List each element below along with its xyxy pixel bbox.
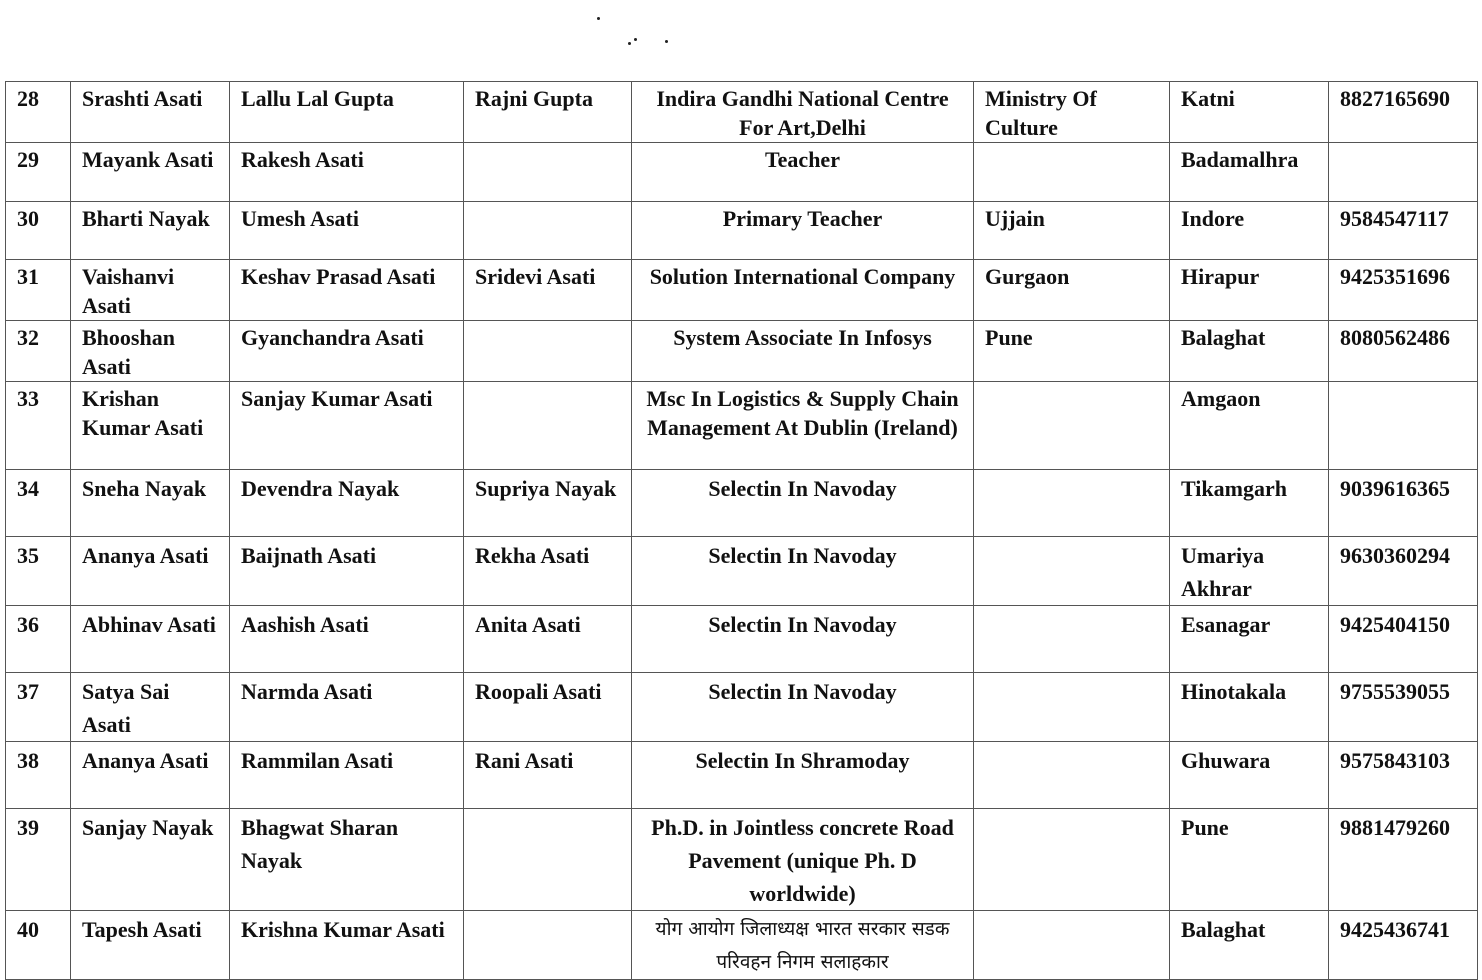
serial-number-cell: 30	[6, 202, 71, 260]
city-cell: Balaghat	[1170, 911, 1329, 980]
work-place-cell	[974, 606, 1170, 673]
mother-name-cell: Rani Asati	[464, 742, 632, 809]
name-cell: Ananya Asati	[71, 742, 230, 809]
mobile-cell: 9425351696	[1329, 260, 1478, 321]
achievement-cell: Primary Teacher	[632, 202, 974, 260]
city-cell: Ghuwara	[1170, 742, 1329, 809]
member-achievements-table	[5, 81, 1478, 980]
work-place-cell	[974, 809, 1170, 911]
achievement-cell: योग आयोग जिलाध्यक्ष भारत सरकार सडक परिवहन निगम सलाहकार	[632, 911, 974, 980]
father-name-cell: Sanjay Kumar Asati	[230, 382, 464, 470]
serial-number-cell: 35	[6, 537, 71, 606]
father-name-cell: Gyanchandra Asati	[230, 321, 464, 382]
city-cell: Pune	[1170, 809, 1329, 911]
achievement-cell: Selectin In Navoday	[632, 537, 974, 606]
work-place-cell	[974, 537, 1170, 606]
work-place-cell: Pune	[974, 321, 1170, 382]
mobile-cell: 9425404150	[1329, 606, 1478, 673]
name-cell: Abhinav Asati	[71, 606, 230, 673]
serial-number-cell: 31	[6, 260, 71, 321]
table-row	[6, 382, 1478, 470]
father-name-cell: Baijnath Asati	[230, 537, 464, 606]
name-cell: Sneha Nayak	[71, 470, 230, 537]
name-cell: Bharti Nayak	[71, 202, 230, 260]
mobile-cell	[1329, 143, 1478, 202]
serial-number-cell: 36	[6, 606, 71, 673]
work-place-cell	[974, 673, 1170, 742]
work-place-cell: Ujjain	[974, 202, 1170, 260]
name-cell: Tapesh Asati	[71, 911, 230, 980]
father-name-cell: Devendra Nayak	[230, 470, 464, 537]
serial-number-cell: 32	[6, 321, 71, 382]
table-row	[6, 537, 1478, 606]
achievement-cell: Teacher	[632, 143, 974, 202]
table-row	[6, 143, 1478, 202]
mother-name-cell	[464, 382, 632, 470]
table-row	[6, 742, 1478, 809]
serial-number-cell: 33	[6, 382, 71, 470]
mother-name-cell: Sridevi Asati	[464, 260, 632, 321]
city-cell: Indore	[1170, 202, 1329, 260]
work-place-cell: Gurgaon	[974, 260, 1170, 321]
mother-name-cell: Supriya Nayak	[464, 470, 632, 537]
father-name-cell: Aashish Asati	[230, 606, 464, 673]
mother-name-cell	[464, 809, 632, 911]
mother-name-cell: Rajni Gupta	[464, 82, 632, 143]
achievement-cell: Indira Gandhi National Centre For Art,Delhi	[632, 82, 974, 143]
scan-speck	[628, 42, 631, 45]
name-cell: Ananya Asati	[71, 537, 230, 606]
table-row	[6, 260, 1478, 321]
work-place-cell	[974, 742, 1170, 809]
city-cell: Esanagar	[1170, 606, 1329, 673]
work-place-cell	[974, 382, 1170, 470]
achievement-cell: Selectin In Navoday	[632, 673, 974, 742]
mobile-cell: 9630360294	[1329, 537, 1478, 606]
name-cell: Krishan Kumar Asati	[71, 382, 230, 470]
scan-speck	[597, 17, 600, 20]
achievement-cell: Ph.D. in Jointless concrete Road Pavement (unique Ph. D worldwide)	[632, 809, 974, 911]
mother-name-cell	[464, 911, 632, 980]
city-cell: Hinotakala	[1170, 673, 1329, 742]
work-place-cell	[974, 470, 1170, 537]
scan-speck	[665, 40, 668, 43]
mother-name-cell: Rekha Asati	[464, 537, 632, 606]
mobile-cell	[1329, 382, 1478, 470]
work-place-cell	[974, 143, 1170, 202]
work-place-cell	[974, 911, 1170, 980]
father-name-cell: Bhagwat Sharan Nayak	[230, 809, 464, 911]
serial-number-cell: 39	[6, 809, 71, 911]
mother-name-cell: Anita Asati	[464, 606, 632, 673]
table-row	[6, 470, 1478, 537]
serial-number-cell: 29	[6, 143, 71, 202]
city-cell: Balaghat	[1170, 321, 1329, 382]
table-row	[6, 202, 1478, 260]
work-place-cell: Ministry Of Culture	[974, 82, 1170, 143]
achievement-cell: Selectin In Shramoday	[632, 742, 974, 809]
table-row	[6, 82, 1478, 143]
name-cell: Mayank Asati	[71, 143, 230, 202]
mobile-cell: 9039616365	[1329, 470, 1478, 537]
mother-name-cell	[464, 321, 632, 382]
city-cell: Umariya Akhrar	[1170, 537, 1329, 606]
table-row	[6, 321, 1478, 382]
father-name-cell: Narmda Asati	[230, 673, 464, 742]
achievement-cell: Selectin In Navoday	[632, 606, 974, 673]
mobile-cell: 8080562486	[1329, 321, 1478, 382]
mother-name-cell	[464, 143, 632, 202]
father-name-cell: Lallu Lal Gupta	[230, 82, 464, 143]
father-name-cell: Keshav Prasad Asati	[230, 260, 464, 321]
serial-number-cell: 37	[6, 673, 71, 742]
name-cell: Vaishanvi Asati	[71, 260, 230, 321]
serial-number-cell: 28	[6, 82, 71, 143]
table-row	[6, 673, 1478, 742]
table-row	[6, 606, 1478, 673]
table-row	[6, 911, 1478, 980]
serial-number-cell: 40	[6, 911, 71, 980]
name-cell: Satya Sai Asati	[71, 673, 230, 742]
father-name-cell: Umesh Asati	[230, 202, 464, 260]
name-cell: Sanjay Nayak	[71, 809, 230, 911]
city-cell: Tikamgarh	[1170, 470, 1329, 537]
achievement-cell: System Associate In Infosys	[632, 321, 974, 382]
mobile-cell: 9881479260	[1329, 809, 1478, 911]
city-cell: Hirapur	[1170, 260, 1329, 321]
achievement-cell: Solution International Company	[632, 260, 974, 321]
city-cell: Katni	[1170, 82, 1329, 143]
table-row	[6, 809, 1478, 911]
achievement-cell: Msc In Logistics & Supply Chain Management At Dublin (Ireland)	[632, 382, 974, 470]
mobile-cell: 9575843103	[1329, 742, 1478, 809]
mother-name-cell: Roopali Asati	[464, 673, 632, 742]
achievement-cell: Selectin In Navoday	[632, 470, 974, 537]
serial-number-cell: 38	[6, 742, 71, 809]
serial-number-cell: 34	[6, 470, 71, 537]
city-cell: Badamalhra	[1170, 143, 1329, 202]
mobile-cell: 9425436741	[1329, 911, 1478, 980]
scan-speck	[634, 38, 637, 41]
mother-name-cell	[464, 202, 632, 260]
father-name-cell: Krishna Kumar Asati	[230, 911, 464, 980]
name-cell: Bhooshan Asati	[71, 321, 230, 382]
father-name-cell: Rakesh Asati	[230, 143, 464, 202]
mobile-cell: 9584547117	[1329, 202, 1478, 260]
name-cell: Srashti Asati	[71, 82, 230, 143]
mobile-cell: 8827165690	[1329, 82, 1478, 143]
city-cell: Amgaon	[1170, 382, 1329, 470]
mobile-cell: 9755539055	[1329, 673, 1478, 742]
father-name-cell: Rammilan Asati	[230, 742, 464, 809]
